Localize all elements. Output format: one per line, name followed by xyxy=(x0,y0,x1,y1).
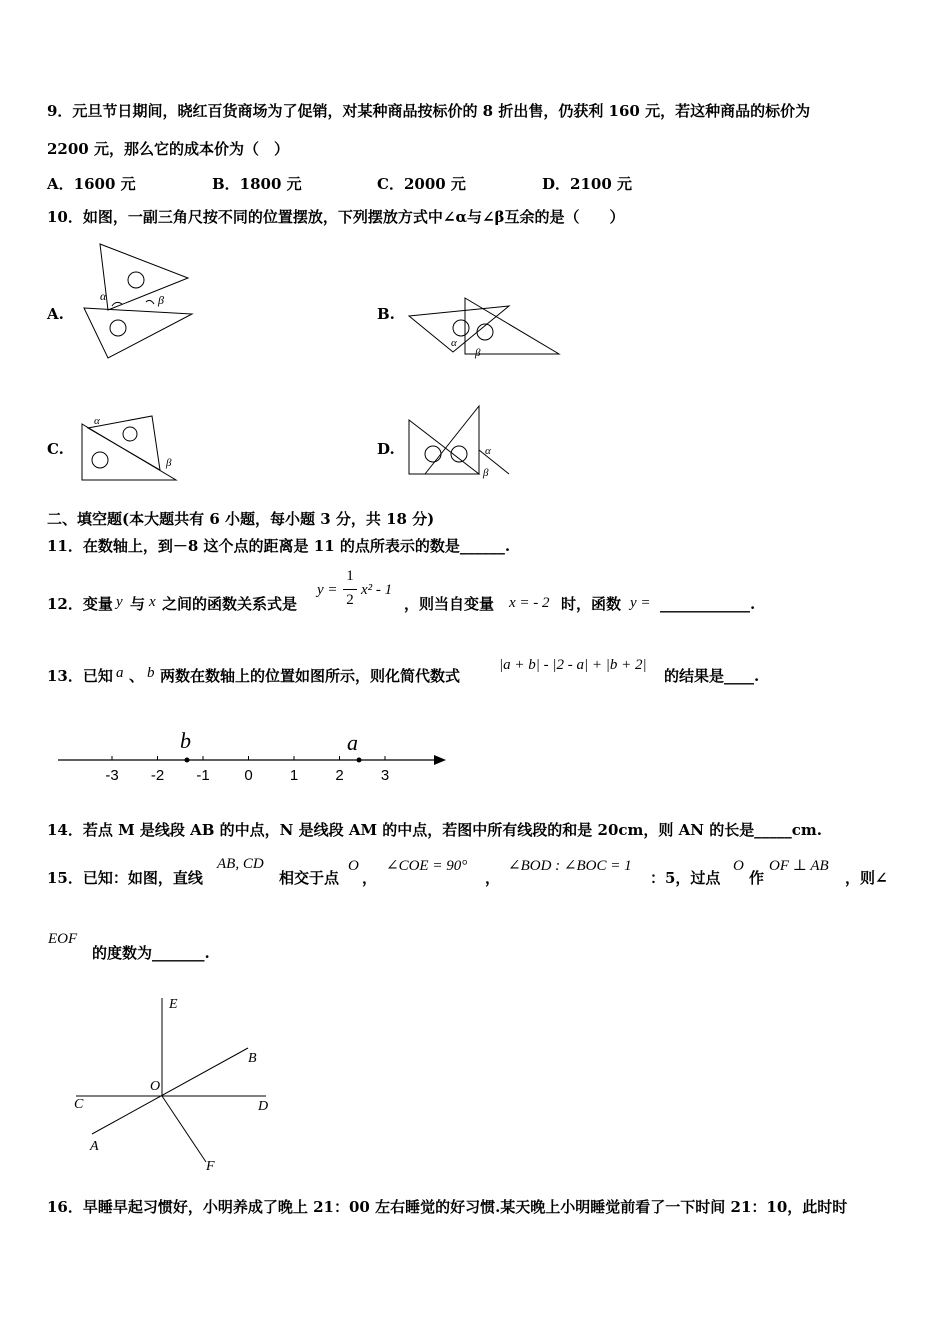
q13-mid: 两数在数轴上的位置如图所示，则化简代数式 xyxy=(160,667,461,685)
svg-text:α: α xyxy=(485,445,491,457)
tick-label: 3 xyxy=(380,767,390,784)
q12-y-equals: y = xyxy=(630,595,651,611)
q10-option-c: C. xyxy=(47,440,64,458)
svg-text:α: α xyxy=(451,337,457,349)
tick-label: -1 xyxy=(196,767,210,784)
q10-figure-b xyxy=(405,292,565,362)
q12-formula-rest: x² - 1 xyxy=(361,582,393,598)
q10-option-b: B. xyxy=(377,305,395,323)
q14-text: 14．若点 M 是线段 AB 的中点，N 是线段 AM 的中点，若图中所有线段的和是 20cm，则 AN 的长是_____cm. xyxy=(47,821,822,839)
q12-blank: ____________. xyxy=(660,595,756,613)
tick-label: 1 xyxy=(289,767,299,784)
q12-condition: x = - 2 xyxy=(509,595,550,611)
label-e: E xyxy=(169,997,178,1012)
q13-sep: 、 xyxy=(129,667,145,685)
q10-figure-d xyxy=(405,400,515,480)
svg-text:α: α xyxy=(94,415,100,427)
point-b-label: b xyxy=(180,728,191,753)
q15-question: 的度数为_______. xyxy=(92,944,210,962)
q10-figure-a xyxy=(80,240,200,360)
q12-frac-bar xyxy=(343,589,357,590)
section-2-heading: 二、填空题(本大题共有 6 小题，每小题 3 分，共 18 分) xyxy=(47,510,435,528)
q9-option-a: A．1600 元 xyxy=(47,175,136,193)
q9-line2: 2200 元，那么它的成本价为（ ） xyxy=(47,140,289,158)
q9-line1: 9．元旦节日期间，晓红百货商场为了促销，对某种商品按标价的 8 折出售，仍获利 160 元，若这种商品的标价为 xyxy=(47,102,811,120)
q12-relation: 之间的函数关系式是 xyxy=(162,595,298,613)
q15-prefix: 15．已知：如图，直线 xyxy=(47,869,203,887)
point-a-label: a xyxy=(347,730,358,755)
label-d: D xyxy=(258,1099,269,1114)
svg-text:β: β xyxy=(483,467,489,479)
q15-lines: AB, CD xyxy=(217,856,264,872)
q10-option-a: A. xyxy=(47,305,64,323)
q12-frac-num: 1 xyxy=(346,568,354,584)
q12-and: 与 xyxy=(130,595,146,613)
q16-text: 16．早睡早起习惯好，小明养成了晚上 21：00 左右睡觉的好习惯.某天晚上小明睡觉前看了一下时间 21：10，此时时 xyxy=(47,1198,848,1216)
q15-point-o2: O xyxy=(733,858,744,874)
label-a: A xyxy=(90,1139,99,1154)
alpha-label: α xyxy=(100,289,107,303)
q13-prefix: 13．已知 xyxy=(47,667,113,685)
q15-perpendicular: OF ⊥ AB xyxy=(769,858,829,874)
q13-suffix: 的结果是____. xyxy=(664,667,760,685)
q12-var-x: x xyxy=(149,594,156,610)
q15-angle-eof: EOF xyxy=(48,931,78,947)
q12-formula-y: y = xyxy=(317,582,338,598)
q9-option-c: C．2000 元 xyxy=(377,175,466,193)
tick-label: 0 xyxy=(244,767,253,784)
label-c: C xyxy=(74,1097,84,1112)
tick-label: -2 xyxy=(150,767,165,784)
q15-figure xyxy=(70,990,280,1175)
point-a xyxy=(357,758,362,763)
label-o: O xyxy=(150,1079,161,1094)
q11-text: 11．在数轴上，到－8 这个点的距离是 11 的点所表示的数是______. xyxy=(47,537,511,555)
svg-text:β: β xyxy=(166,457,172,469)
q12-function-text: 时，函数 xyxy=(561,595,622,613)
label-f: F xyxy=(206,1159,215,1174)
tick-label: -3 xyxy=(105,767,119,784)
q9-option-b: B．1800 元 xyxy=(212,175,302,193)
beta-label: β xyxy=(158,293,164,307)
q12-frac-den: 2 xyxy=(346,592,354,608)
q10-option-d: D. xyxy=(377,440,395,458)
q13-var-b: b xyxy=(147,665,155,681)
q13-var-a: a xyxy=(116,665,124,681)
point-b xyxy=(185,758,190,763)
label-b: B xyxy=(248,1051,257,1066)
q10-text: 10．如图，一副三角尺按不同的位置摆放，下列摆放方式中∠α与∠β互余的是（ ） xyxy=(47,208,625,226)
q15-angle-coe: ∠COE = 90° xyxy=(386,858,468,874)
q9-option-d: D．2100 元 xyxy=(542,175,632,193)
q12-prefix: 12．变量 xyxy=(47,595,113,613)
q13-number-line xyxy=(50,722,450,788)
q15-ratio: ∠BOD : ∠BOC = 1 xyxy=(508,858,632,874)
q12-var-y: y xyxy=(116,594,123,610)
q15-ratio-text: ：5，过点 xyxy=(650,869,721,887)
q15-point-o: O xyxy=(348,858,359,874)
q15-intersect: 相交于点 xyxy=(279,869,340,887)
q10-figure-c xyxy=(78,410,188,486)
tick-label: 2 xyxy=(335,767,344,784)
q13-expression: |a + b| - |2 - a| + |b + 2| xyxy=(499,657,647,673)
svg-text:β: β xyxy=(475,347,481,359)
q12-condition-text: ，则当自变量 xyxy=(404,595,495,613)
